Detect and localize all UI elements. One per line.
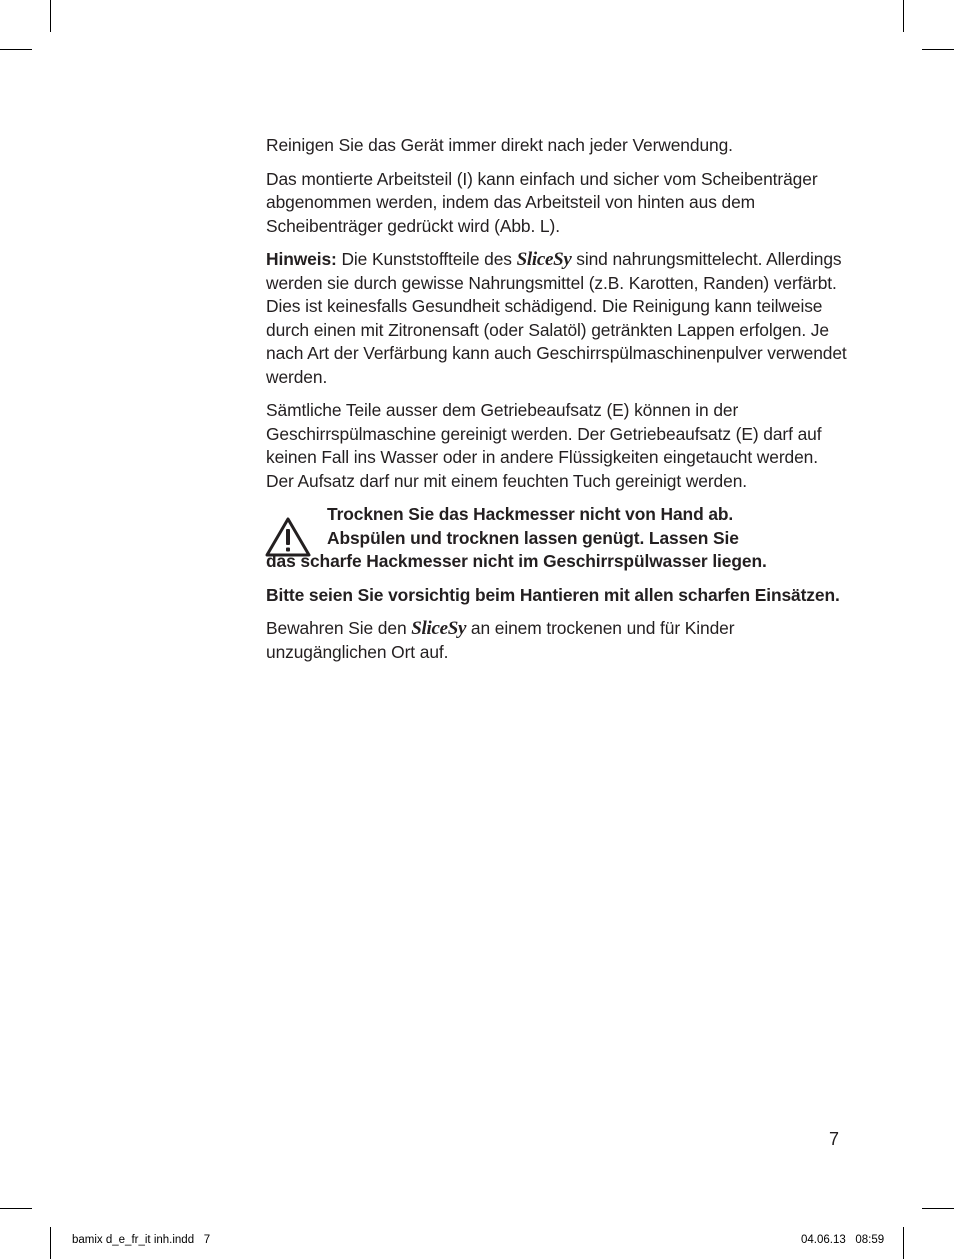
crop-mark-top-left-vertical	[50, 0, 51, 32]
slug-filename-text: bamix d_e_fr_it inh.indd 7	[72, 1234, 211, 1246]
brand-logotype: SliceSy	[516, 249, 572, 270]
paragraph-detach-part: Das montierte Arbeitsteil (I) kann einfach und sicher vom Scheibenträger abgenommen werden, indem das Arbeitsteil von hinten aus dem Scheibenträger gedrückt wird (Abb. L).	[266, 168, 818, 236]
paragraph-storage	[266, 617, 848, 664]
slug-timestamp-text: 04.06.13 08:59	[801, 1234, 885, 1246]
warning-line-3: das scharfe Hackmesser nicht im Geschirrspülwasser liegen.	[266, 551, 767, 571]
warning-line-1: Trocknen Sie das Hackmesser nicht von Hand ab.	[327, 504, 734, 524]
hint-text-start: Die Kunststoffteile des	[336, 249, 517, 269]
crop-mark-top-right-horizontal	[922, 49, 954, 50]
storage-text-start: Bewahren Sie den	[266, 618, 412, 638]
storage-text-rest: an einem trockenen und für Kinder unzugänglichen Ort auf.	[266, 618, 735, 662]
slug-filename	[72, 1233, 210, 1247]
warning-line-2: Abspülen und trocknen lassen genügt. Lassen Sie	[327, 527, 739, 548]
page-number: 7	[829, 1129, 840, 1149]
crop-mark-bottom-left-horizontal	[0, 1208, 32, 1209]
crop-mark-bottom-right-horizontal	[922, 1208, 954, 1209]
brand-logotype: SliceSy	[411, 618, 467, 639]
hint-label: Hinweis:	[266, 249, 337, 269]
crop-mark-top-left-horizontal	[0, 49, 32, 50]
warning-block	[266, 503, 848, 574]
slug-timestamp	[801, 1233, 884, 1247]
crop-mark-bottom-left-vertical	[50, 1227, 51, 1259]
body-text	[266, 134, 848, 674]
crop-mark-top-right-vertical	[903, 0, 904, 32]
paragraph-dishwasher: Sämtliche Teile ausser dem Getriebeaufsatz (E) können in der Geschirrspülmaschine gereinigt werden. Der Getriebeaufsatz (E) darf auf keinen Fall ins Wasser oder in andere Flüssigkeiten eingetaucht werden. Der Aufsatz darf nur mit einem feuchten Tuch gereinigt werden.	[266, 400, 822, 491]
warning-triangle-icon	[264, 516, 312, 558]
paragraph-hint	[266, 248, 848, 389]
paragraph-cleaning-intro: Reinigen Sie das Gerät immer direkt nach jeder Verwendung.	[266, 135, 733, 155]
crop-mark-bottom-right-vertical	[903, 1227, 904, 1259]
hint-text-rest: sind nahrungsmittelecht. Allerdings werden sie durch gewisse Nahrungsmittel (z.B. Karotten, Randen) verfärbt. Dies ist keinesfalls Gesundheit schädigend. Die Reinigung kann teilweise durch einen mit Zitronensaft (oder Salatöl) getränkten Lappen erfolgen. Je nach Art der Verfärbung kann auch Geschirrspülmaschinenpulver verwendet werden.	[266, 249, 847, 387]
paragraph-caution: Bitte seien Sie vorsichtig beim Hantieren mit allen scharfen Einsätzen.	[266, 584, 840, 605]
